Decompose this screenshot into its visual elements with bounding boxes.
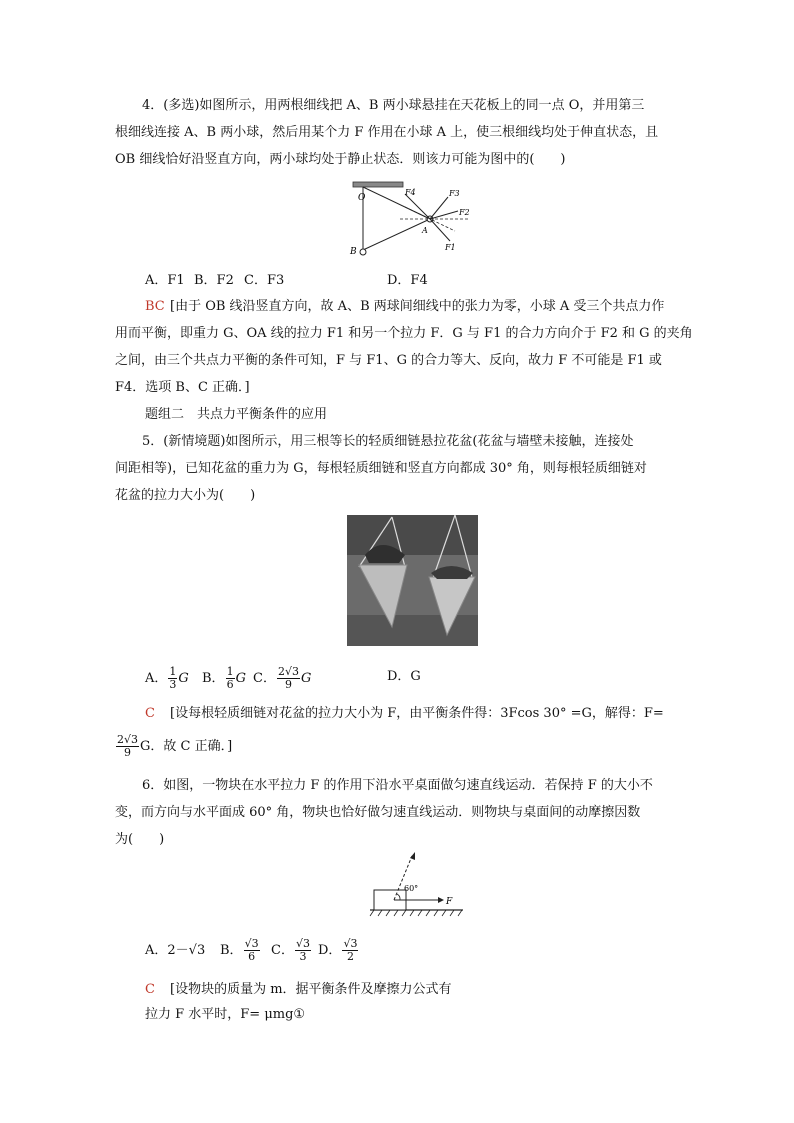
label-f2: F2 bbox=[459, 208, 470, 217]
q6-angle-label: 60° bbox=[404, 884, 419, 893]
q4-analysis-1: [由于 OB 线沿竖直方向，故 A、B 两球间细线中的张力为零，小球 A 受三个共点力作 bbox=[170, 299, 665, 314]
q5-answer: C bbox=[145, 706, 155, 721]
q6-option-d-numerator: √3 bbox=[343, 937, 358, 950]
flower-basket-photo bbox=[347, 515, 478, 646]
q4-option-a: A．F1 bbox=[145, 273, 185, 288]
q5-option-c-denominator: 9 bbox=[284, 678, 292, 691]
q5-option-b-fraction bbox=[226, 666, 235, 691]
q6-analysis-2: 拉力 F 水平时，F= μmg① bbox=[145, 1007, 306, 1022]
q4-option-b: B．F2 bbox=[194, 273, 234, 288]
label-f3: F3 bbox=[449, 189, 460, 198]
q4-option-d: D．F4 bbox=[387, 273, 428, 288]
q5-analysis-2 bbox=[115, 734, 232, 759]
q6-force-label: F bbox=[446, 897, 453, 907]
q6-option-b-numerator: √3 bbox=[244, 937, 259, 950]
q6-option-d-label: D． bbox=[318, 943, 342, 958]
q5-option-a-numerator: 1 bbox=[169, 665, 177, 678]
label-f4: F4 bbox=[405, 188, 416, 197]
q6-option-b bbox=[220, 938, 261, 963]
q5-option-b-numerator: 1 bbox=[226, 665, 234, 678]
q5-line3: 花盆的拉力大小为( ) bbox=[115, 488, 256, 503]
label-b: B bbox=[350, 247, 357, 257]
q6-line2: 变，而方向与水平面成 60° 角，物块也恰好做匀速直线运动．则物块与桌面间的动摩擦因数 bbox=[115, 805, 641, 820]
q5-option-a-label: A． bbox=[145, 671, 168, 686]
q6-option-c-numerator: √3 bbox=[295, 937, 310, 950]
q4-answer: BC bbox=[145, 299, 165, 314]
q6-analysis-1: [设物块的质量为 m．据平衡条件及摩擦力公式有 bbox=[170, 982, 452, 997]
q5-option-c-g: G bbox=[300, 671, 312, 686]
q6-option-d-fraction bbox=[342, 938, 358, 963]
q5-option-a bbox=[145, 666, 189, 691]
q5-option-a-fraction bbox=[168, 666, 177, 691]
q6-option-c-label: C． bbox=[271, 943, 294, 958]
q5-option-b-g: G bbox=[235, 671, 246, 686]
q4-line1: 4．(多选)如图所示，用两根细线把 A、B 两小球悬挂在天花板上的同一点 O，并用第三 bbox=[142, 98, 645, 113]
q5-analysis-2-text: G．故 C 正确．] bbox=[140, 739, 233, 754]
q4-analysis-4: F4．选项 B、C 正确．] bbox=[115, 380, 250, 395]
q6-option-c-fraction bbox=[295, 938, 311, 963]
q6-option-b-fraction bbox=[244, 938, 260, 963]
q5-analysis-1: [设每根轻质细链对花盆的拉力大小为 F，由平衡条件得：3Fcos 30° =G，解得：F= bbox=[170, 706, 664, 721]
q6-answer: C bbox=[145, 982, 155, 997]
q5-line2: 间距相等)，已知花盆的重力为 G，每根轻质细链和竖直方向都成 30° 角，则每根轻质细链对 bbox=[115, 461, 647, 476]
q5-line1: 5．(新情境题)如图所示，用三根等长的轻质细链悬拉花盆(花盆与墙壁未接触，连接处 bbox=[142, 434, 634, 449]
q4-line2: 根细线连接 A、B 两小球，然后用某个力 F 作用在小球 A 上，使三根细线均处于伸直状态，且 bbox=[115, 125, 659, 140]
q6-option-b-denominator: 6 bbox=[248, 950, 256, 963]
q5-option-a-denominator: 3 bbox=[169, 678, 177, 691]
q4-line3: OB 细线恰好沿竖直方向，两小球均处于静止状态．则该力可能为图中的( ) bbox=[115, 152, 566, 167]
q5-option-c-fraction bbox=[277, 666, 300, 691]
q5-option-c bbox=[253, 666, 311, 691]
label-o: O bbox=[358, 193, 366, 203]
q6-line3: 为( ) bbox=[115, 832, 165, 847]
q5-option-b-label: B． bbox=[202, 671, 225, 686]
q4-analysis-3: 之间，由三个共点力平衡的条件可知，F 与 F1、G 的合力等大、反向，故力 F 不可能是 F1 或 bbox=[115, 353, 662, 368]
q5-option-c-numerator: 2√3 bbox=[277, 665, 299, 678]
section-heading: 题组二 共点力平衡条件的应用 bbox=[145, 407, 328, 422]
q6-option-b-label: B． bbox=[220, 943, 243, 958]
q6-option-d-denominator: 2 bbox=[346, 950, 354, 963]
q6-option-a: A．2－√3 bbox=[145, 943, 206, 958]
q5-option-d: D．G bbox=[387, 669, 421, 684]
q4-force-diagram bbox=[345, 178, 480, 260]
label-a: A bbox=[422, 226, 428, 235]
q4-analysis-2: 用而平衡，即重力 G、OA 线的拉力 F1 和另一个拉力 F．G 与 F1 的合力方向介于 F2 和 G 的夹角 bbox=[115, 326, 693, 341]
q6-line1: 6．如图，一物块在水平拉力 F 的作用下沿水平桌面做匀速直线运动．若保持 F 的大小不 bbox=[142, 778, 653, 793]
q5-option-c-label: C． bbox=[253, 671, 276, 686]
q6-option-c-denominator: 3 bbox=[299, 950, 307, 963]
q5-option-b bbox=[202, 666, 246, 691]
label-f1: F1 bbox=[445, 243, 456, 252]
q5-analysis-denominator: 9 bbox=[124, 746, 131, 759]
q5-option-b-denominator: 6 bbox=[226, 678, 234, 691]
q5-option-a-g: G bbox=[178, 671, 189, 686]
q5-analysis-numerator: 2√3 bbox=[117, 733, 139, 746]
q4-option-c: C．F3 bbox=[244, 273, 285, 288]
q5-analysis-fraction bbox=[116, 734, 139, 759]
q6-option-d bbox=[318, 938, 359, 963]
q6-block-diagram bbox=[368, 848, 468, 920]
q6-option-c bbox=[271, 938, 312, 963]
